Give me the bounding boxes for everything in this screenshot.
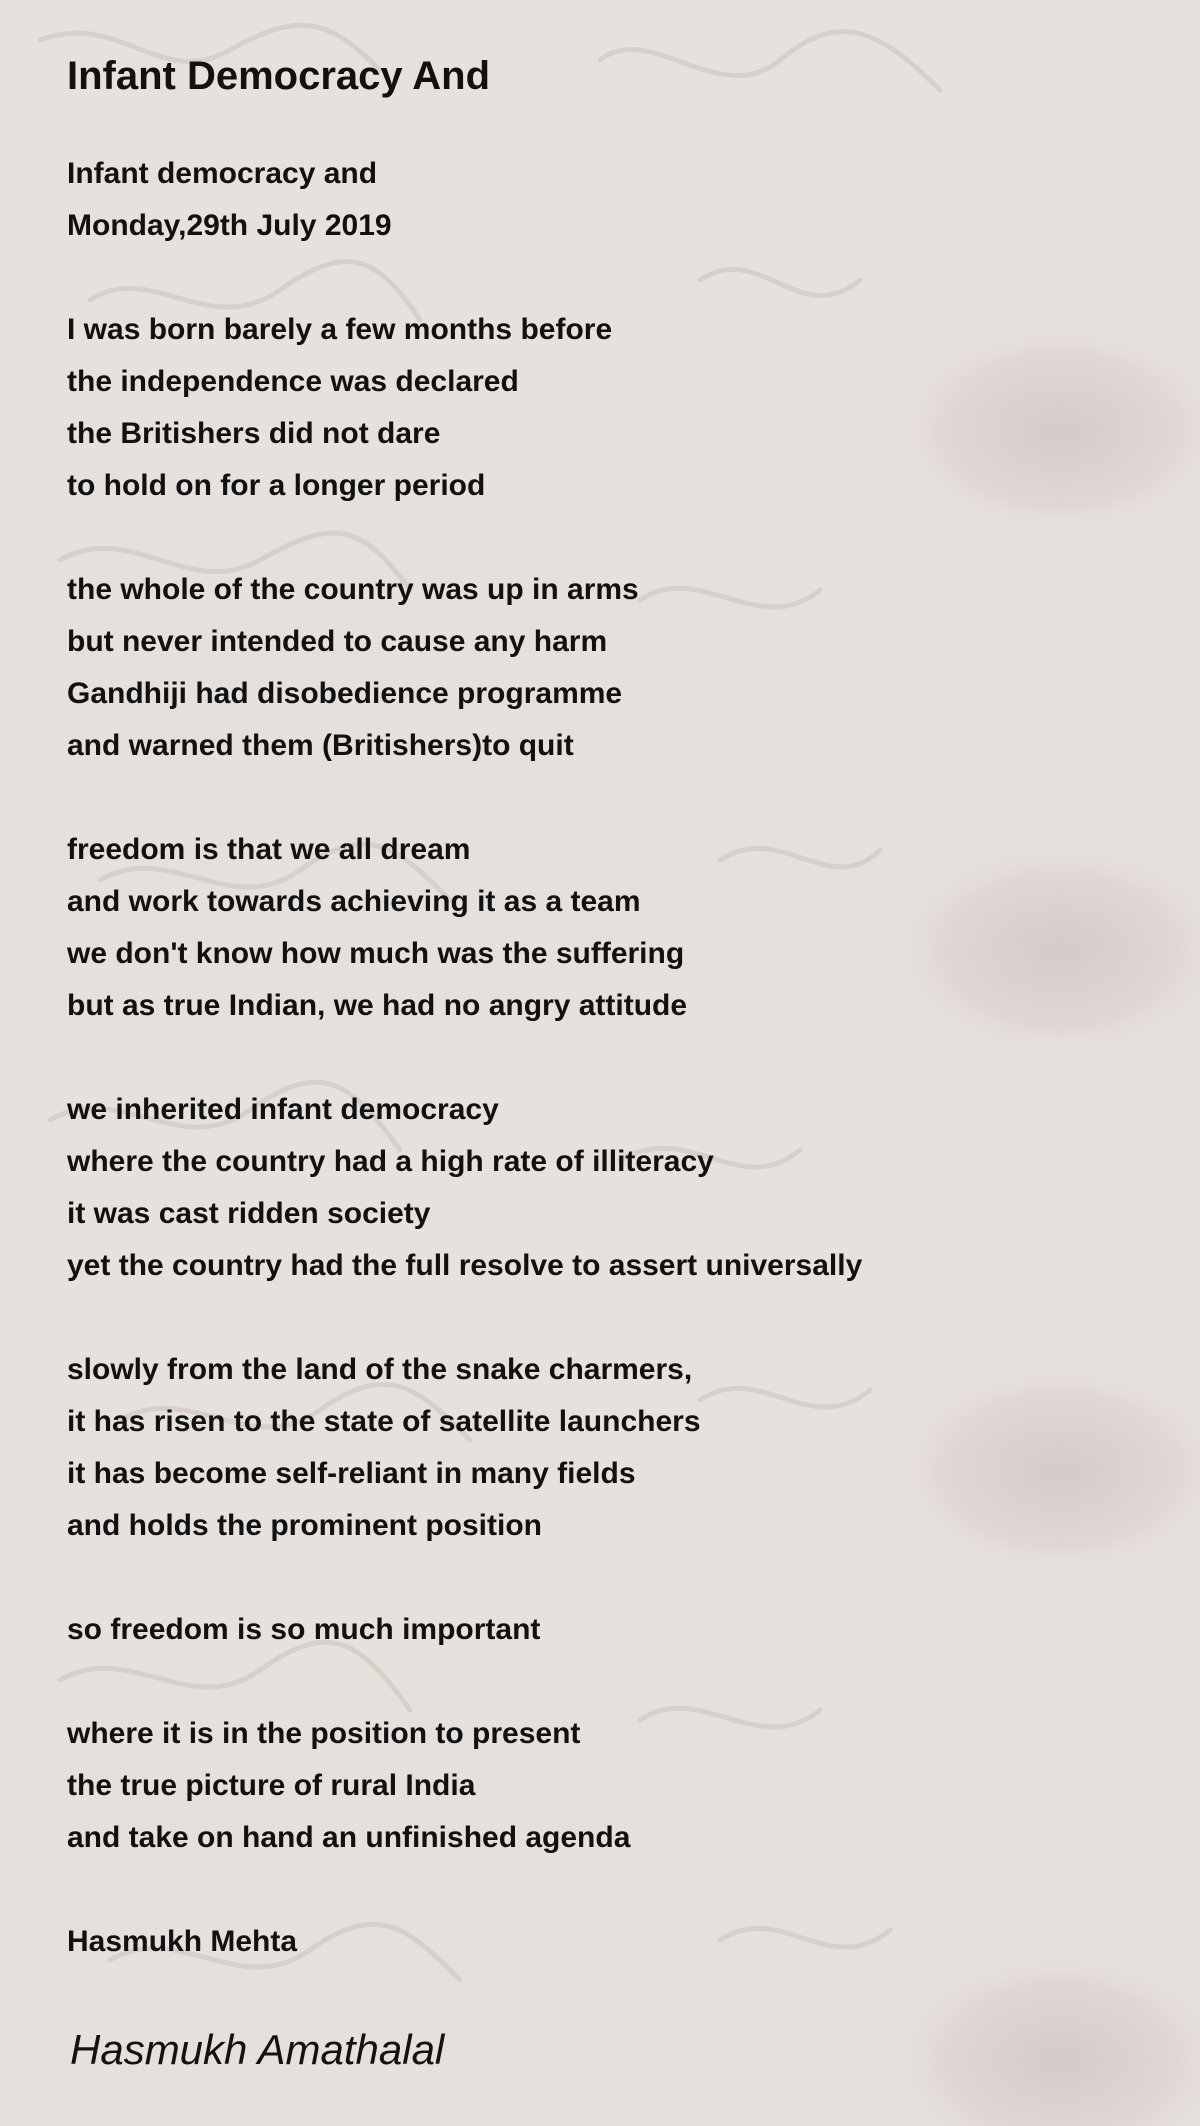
poem-line: we don't know how much was the suffering xyxy=(67,937,685,970)
poem-line: and warned them (Britishers)to quit xyxy=(67,729,574,762)
poem-line: slowly from the land of the snake charmers, xyxy=(67,1353,693,1386)
stanza xyxy=(67,1708,1127,1864)
author-signature: Hasmukh Amathalal xyxy=(70,2026,445,2073)
stanza xyxy=(67,1344,1127,1552)
poem-line: where it is in the position to present xyxy=(67,1717,581,1750)
poem-line: and work towards achieving it as a team xyxy=(67,885,641,918)
poem-line: and take on hand an unfinished agenda xyxy=(67,1821,631,1854)
poem-line: the independence was declared xyxy=(67,365,519,398)
poem-line: and holds the prominent position xyxy=(67,1509,542,1542)
poem-line: the true picture of rural India xyxy=(67,1769,476,1802)
stanza-author xyxy=(67,1916,1127,1968)
poem-line: but never intended to cause any harm xyxy=(67,625,608,658)
stanza xyxy=(67,304,1127,512)
stanza xyxy=(67,148,1127,252)
poem-line: we inherited infant democracy xyxy=(67,1093,499,1126)
poem-line: it was cast ridden society xyxy=(67,1197,431,1230)
poem-line: Infant democracy and xyxy=(67,157,378,190)
stanza xyxy=(67,824,1127,1032)
poem-line: where the country had a high rate of illiteracy xyxy=(67,1145,714,1178)
stanza xyxy=(67,1604,1127,1656)
poem-title: Infant Democracy And xyxy=(67,54,491,98)
poem-line: yet the country had the full resolve to assert universally xyxy=(67,1249,863,1282)
poem-line: so freedom is so much important xyxy=(67,1613,541,1646)
stanza xyxy=(67,1084,1127,1292)
poem-line: it has risen to the state of satellite launchers xyxy=(67,1405,701,1438)
poem-line: I was born barely a few months before xyxy=(67,313,613,346)
poem-line: Monday,29th July 2019 xyxy=(67,209,392,242)
poem-line: freedom is that we all dream xyxy=(67,833,471,866)
poem-line: but as true Indian, we had no angry attitude xyxy=(67,989,688,1022)
poem-body xyxy=(67,148,1127,2020)
author-name-line: Hasmukh Mehta xyxy=(67,1925,298,1958)
poem-line: the Britishers did not dare xyxy=(67,417,441,450)
poem-line: to hold on for a longer period xyxy=(67,469,486,502)
poem-line: the whole of the country was up in arms xyxy=(67,573,639,606)
poem-line: it has become self-reliant in many fields xyxy=(67,1457,636,1490)
poem-line: Gandhiji had disobedience programme xyxy=(67,677,623,710)
stanza xyxy=(67,564,1127,772)
